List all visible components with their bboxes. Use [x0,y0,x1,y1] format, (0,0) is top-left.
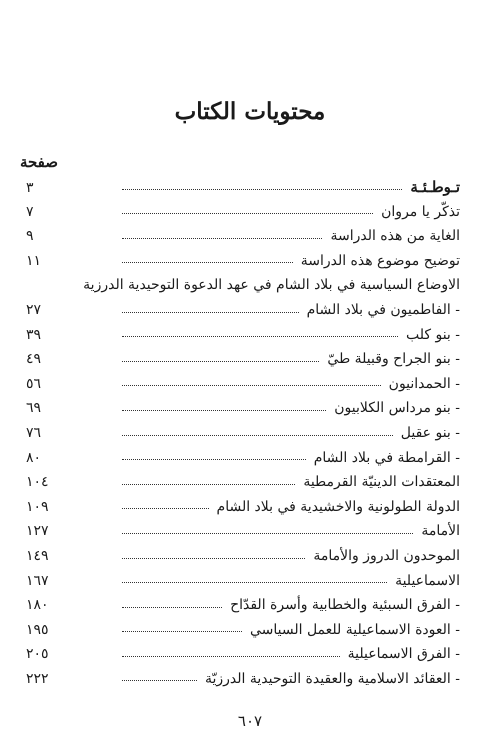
toc-entry [26,667,460,692]
toc-entry-title: الأمامة [421,523,460,540]
toc-entry-page: ١٨٠ [26,597,49,614]
toc-entry-page: ٢٧ [26,301,42,318]
toc-entry-page: ١٦٧ [26,572,49,589]
page-column-label: صفحة [19,153,58,171]
toc-entry [26,618,460,643]
toc-entry-title: - القرامطة في بلاد الشام [313,449,460,466]
dot-leader [122,385,381,386]
toc-entry [26,569,460,594]
dot-leader [122,558,305,559]
dot-leader [122,631,242,632]
toc-entry-page: ١٢٧ [26,523,49,540]
toc-entry-title: الدولة الطولونية والاخشيدية في بلاد الشام [216,498,460,515]
toc-entry-page: ٤٩ [26,351,42,368]
toc-entry-page: ١٤٩ [26,547,49,564]
toc-entry [26,642,460,667]
toc-entry-title: - بنو مرداس الكلابيون [334,400,460,417]
toc-entry-title: - بنو عقيل [400,424,460,441]
toc-entry-title: - بنو الجراح وقبيلة طيّ [327,351,460,368]
toc-entry-title: المعتقدات الدينيّة القرمطية [303,474,460,491]
toc-entry-page: ١٠٩ [26,498,49,515]
toc-entry-title: - الفاطميون في بلاد الشام [306,301,460,318]
toc-entry [26,298,460,323]
toc-entry-page: ٣٩ [26,326,42,343]
toc-entry [26,519,460,544]
toc-entry [26,593,460,618]
toc-entry [26,372,460,397]
toc-entry-title: الاسماعيلية [395,572,460,589]
page-number: ٦٠٧ [237,712,263,730]
toc-entry-title: توضيح موضوع هذه الدراسة [300,252,460,269]
dot-leader [122,607,222,608]
toc-entry-page: ٦٩ [26,400,42,417]
dot-leader [122,361,319,362]
dot-leader [122,435,393,436]
dot-leader [122,262,293,263]
toc-entry-title: - الفرق الاسماعيلية [347,646,460,663]
dot-leader [122,336,398,337]
toc-entry-page: ١٩٥ [26,621,49,638]
dot-leader [122,213,373,214]
toc-entry-page: ٨٠ [26,449,42,466]
toc-entry [26,495,460,520]
dot-leader [122,582,387,583]
toc-entry-title: الموحدون الدروز والأمامة [313,547,460,564]
toc-entry-title: تـوطـئـة [410,178,460,196]
toc-entry-page: ١١ [26,252,42,269]
toc-entry-page: ٢٠٥ [26,646,49,663]
dot-leader [122,189,402,190]
dot-leader [122,238,322,239]
dot-leader [122,680,197,681]
toc-entry [26,446,460,471]
toc-entry-title: - الفرق السبئية والخطابية وأسرة القدّاح [230,597,460,614]
toc-entry [26,347,460,372]
toc-entry [26,544,460,569]
dot-leader [122,656,340,657]
toc-entry-title: - العقائد الاسلامية والعقيدة التوحيدية الدرزيّة [204,670,460,687]
table-of-contents [26,175,460,691]
toc-entry-page [0,273,31,298]
toc-entry-title: - بنو كلب [405,326,460,343]
toc-entry-page: ٧٦ [26,424,42,441]
toc-entry [26,396,460,421]
toc-entry [26,249,460,274]
toc-entry-page: ٧ [26,203,34,220]
toc-entry [26,470,460,495]
toc-entry [26,323,460,348]
toc-entry [26,175,460,200]
toc-entry [26,200,460,225]
dot-leader [122,484,295,485]
dot-leader [122,459,306,460]
toc-entry-page: ٣ [26,180,34,196]
dot-leader [122,312,299,313]
dot-leader [122,508,209,509]
toc-entry [26,224,460,249]
toc-entry-page: ٢٢٢ [26,670,49,687]
toc-entry [40,273,460,298]
toc-entry-title: - الحمدانيون [388,375,460,392]
toc-entry-title: تذكّر يا مروان [381,203,460,220]
toc-entry-title: الاوضاع السياسية في بلاد الشام في عهد الدعوة التوحيدية الدرزية [83,277,460,294]
toc-entry-page: ٩ [26,228,34,245]
dot-leader [122,410,326,411]
toc-entry-page: ٥٦ [26,375,42,392]
page-title: محتويات الكتاب [174,98,326,125]
toc-entry-title: الغاية من هذه الدراسة [330,228,460,245]
dot-leader [122,533,413,534]
toc-entry-page: ١٠٤ [26,474,49,491]
toc-entry-title: - العودة الاسماعيلية للعمل السياسي [249,621,460,638]
toc-entry [26,421,460,446]
